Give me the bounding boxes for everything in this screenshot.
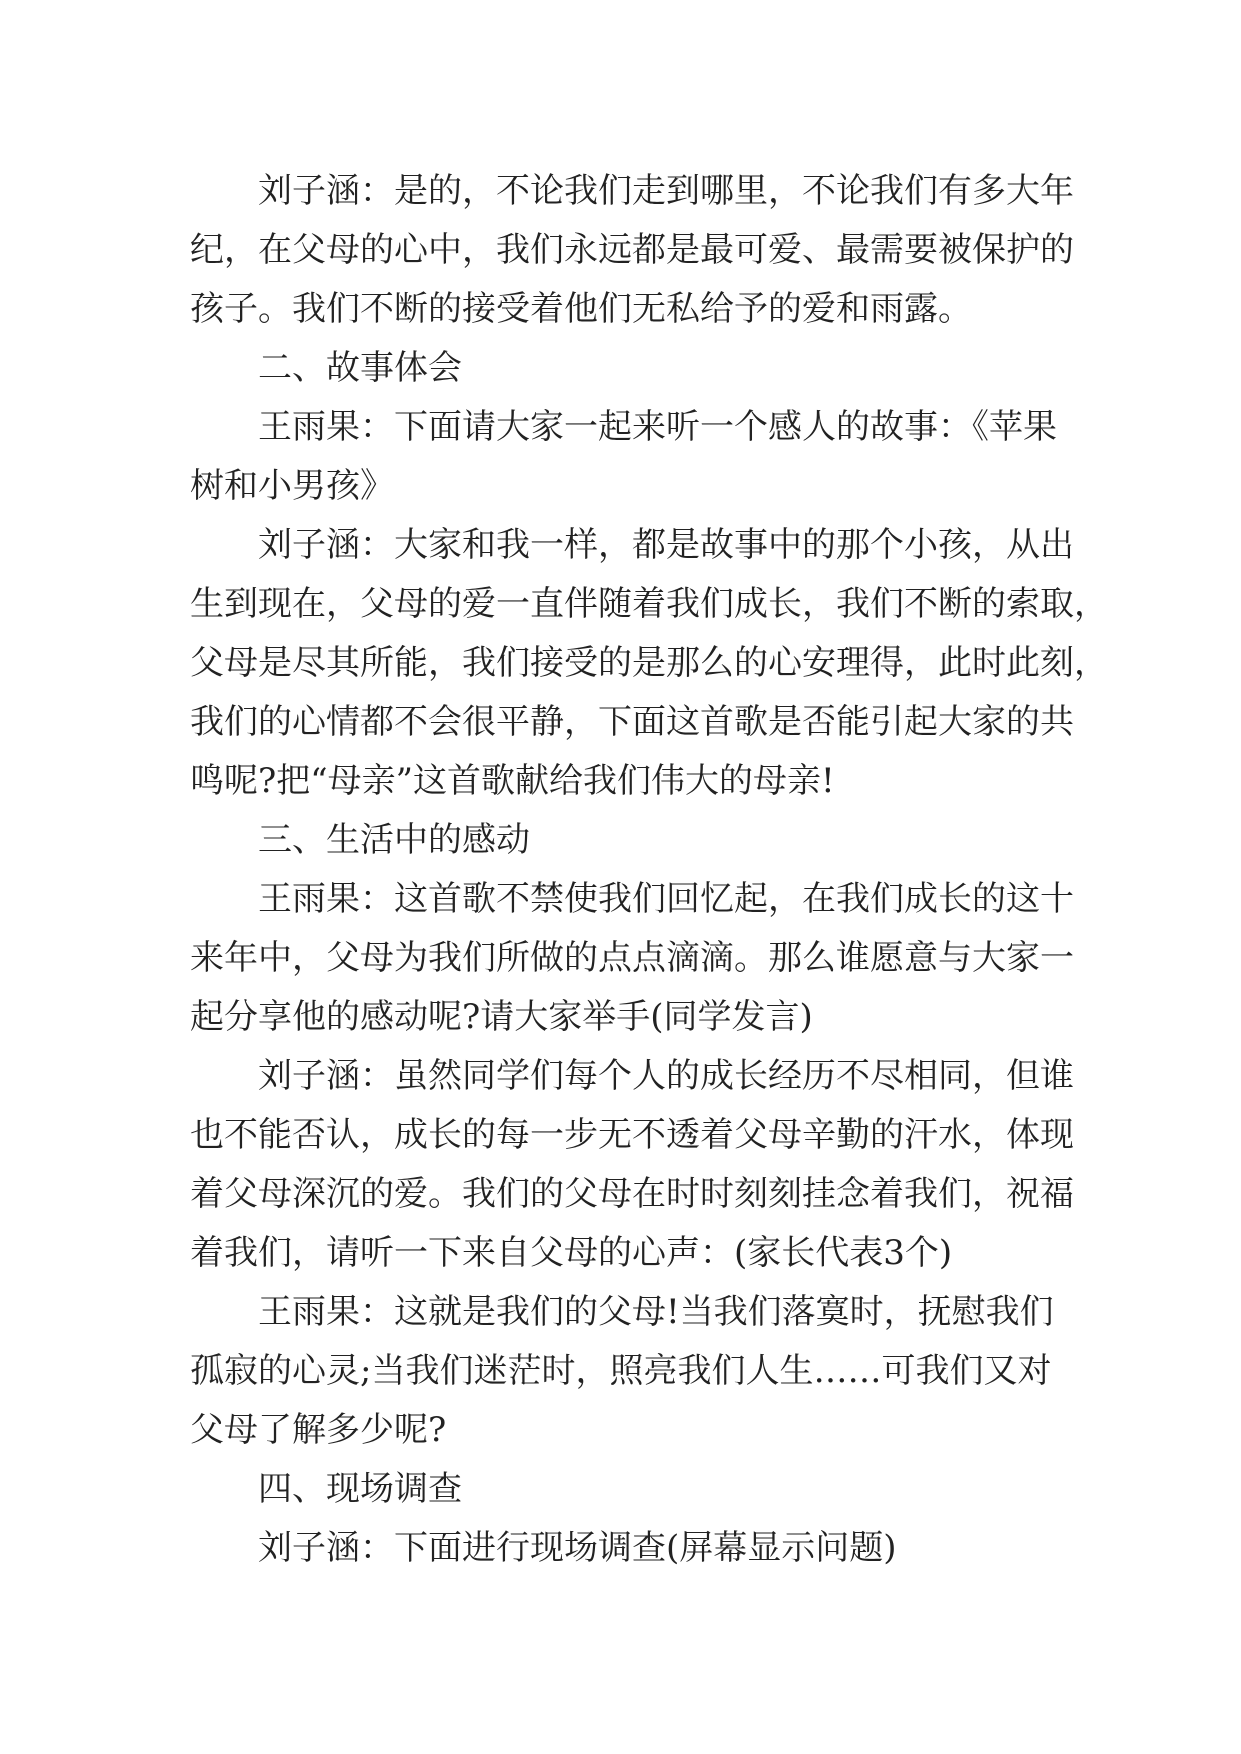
paragraph-liu-story <box>190 516 1108 811</box>
paragraph-liu-parents <box>190 1047 1074 1283</box>
section-heading-life <box>190 811 1050 870</box>
section-heading: 三、生活中的感动 <box>258 820 530 860</box>
paragraph-liu-reply <box>190 162 1074 339</box>
paragraph-wang-parents <box>190 1283 1054 1460</box>
text-line: 生到现在，父母的爱一直伴随着我们成长，我们不断的索取， <box>190 584 1108 624</box>
text-line: 刘子涵：是的，不论我们走到哪里，不论我们有多大年 <box>258 171 1074 211</box>
document-body <box>190 162 1108 1578</box>
paragraph-wang-song <box>190 870 1074 1047</box>
text-line: 刘子涵：下面进行现场调查(屏幕显示问题) <box>258 1528 897 1568</box>
text-line: 起分享他的感动呢?请大家举手(同学发言) <box>190 997 813 1037</box>
section-heading-story <box>190 339 1050 398</box>
text-line: 我们的心情都不会很平静，下面这首歌是否能引起大家的共 <box>190 702 1074 742</box>
text-line: 纪，在父母的心中，我们永远都是最可爱、最需要被保护的 <box>190 230 1074 270</box>
text-line: 父母是尽其所能，我们接受的是那么的心安理得，此时此刻， <box>190 643 1108 683</box>
text-line: 着父母深沉的爱。我们的父母在时时刻刻挂念着我们，祝福 <box>190 1174 1074 1214</box>
paragraph-wang-story <box>190 398 1057 516</box>
text-line: 父母了解多少呢? <box>190 1410 447 1450</box>
text-line: 也不能否认，成长的每一步无不透着父母辛勤的汗水，体现 <box>190 1115 1074 1155</box>
text-line: 鸣呢?把“母亲”这首歌献给我们伟大的母亲! <box>190 761 835 801</box>
text-line: 着我们，请听一下来自父母的心声：(家长代表3个) <box>190 1233 953 1273</box>
paragraph-liu-survey <box>190 1519 1050 1578</box>
text-line: 孤寂的心灵;当我们迷茫时，照亮我们人生……可我们又对 <box>190 1351 1052 1391</box>
text-line: 王雨果：这就是我们的父母!当我们落寞时，抚慰我们 <box>258 1292 1054 1332</box>
text-line: 孩子。我们不断的接受着他们无私给予的爱和雨露。 <box>190 289 972 329</box>
text-line: 树和小男孩》 <box>190 466 394 506</box>
section-heading-survey <box>190 1460 1050 1519</box>
text-line: 王雨果：下面请大家一起来听一个感人的故事：《苹果 <box>258 407 1057 447</box>
section-heading: 四、现场调查 <box>258 1469 462 1509</box>
text-line: 刘子涵：大家和我一样，都是故事中的那个小孩，从出 <box>258 525 1074 565</box>
text-line: 刘子涵：虽然同学们每个人的成长经历不尽相同，但谁 <box>258 1056 1074 1096</box>
section-heading: 二、故事体会 <box>258 348 462 388</box>
text-line: 王雨果：这首歌不禁使我们回忆起，在我们成长的这十 <box>258 879 1074 919</box>
text-line: 来年中，父母为我们所做的点点滴滴。那么谁愿意与大家一 <box>190 938 1074 978</box>
